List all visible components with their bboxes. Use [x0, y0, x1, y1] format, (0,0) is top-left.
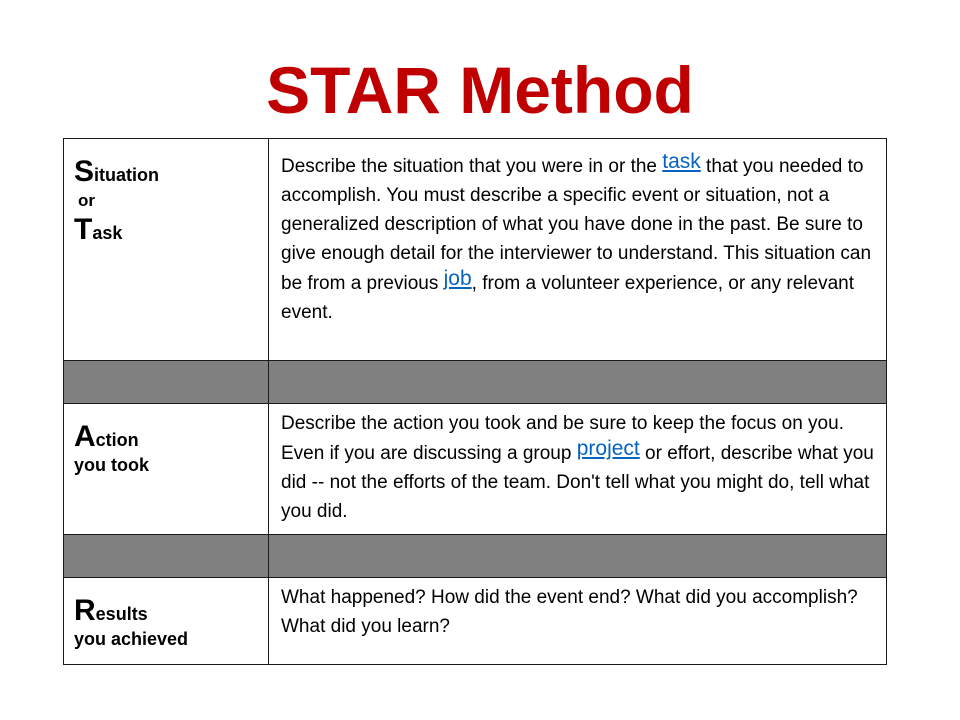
- results-label-cell: [64, 578, 269, 665]
- situation-text-3: , from a volunteer experience, or any relevant event.: [281, 273, 854, 323]
- situation-text-1: Describe the situation that you were in or the: [281, 156, 663, 177]
- table-row-results: [64, 578, 887, 665]
- table-row-action: [64, 404, 887, 535]
- situation-label-cell: [64, 139, 269, 361]
- star-table: [63, 138, 887, 665]
- separator-cell: [64, 361, 269, 404]
- action-text-2: or effort, describe what you did -- not the efforts of the team. Don't tell what you might do, tell what you did.: [281, 443, 874, 522]
- situation-initial: S: [74, 155, 95, 188]
- separator-cell: [269, 535, 887, 578]
- task-label: [74, 215, 258, 245]
- action-description: [269, 404, 887, 535]
- separator-cell: [64, 535, 269, 578]
- action-label: [74, 422, 258, 452]
- situation-label: [74, 157, 258, 187]
- separator-row: [64, 361, 887, 404]
- separator-row: [64, 535, 887, 578]
- task-initial: T: [74, 213, 93, 246]
- situation-label-rest: ituation: [94, 165, 160, 185]
- task-label-rest: ask: [92, 223, 123, 243]
- action-label-rest: ction: [95, 430, 139, 450]
- results-label: [74, 596, 258, 626]
- situation-description: [269, 139, 887, 361]
- results-label-rest: esults: [95, 604, 148, 624]
- page-title: STAR Method: [266, 53, 694, 127]
- results-initial: R: [74, 594, 96, 627]
- results-sublabel: you achieved: [74, 629, 189, 649]
- action-label-cell: [64, 404, 269, 535]
- separator-cell: [269, 361, 887, 404]
- or-label: or: [78, 191, 95, 210]
- task-link[interactable]: task: [662, 150, 701, 173]
- action-initial: A: [74, 420, 96, 453]
- results-description: What happened? How did the event end? What did you accomplish? What did you learn?: [269, 578, 887, 665]
- action-text-1: Describe the action you took and be sure to keep the focus on you. Even if you are discussing a group: [281, 413, 844, 464]
- project-link[interactable]: project: [576, 437, 640, 460]
- situation-text-2: that you needed to accomplish. You must describe a specific event or situation, not a generalized description of what you have done in the past. Be sure to give enough detail for the interviewer to understand. This situation can be from a previous: [281, 156, 872, 294]
- job-link[interactable]: job: [443, 267, 472, 290]
- action-sublabel: you took: [74, 455, 149, 475]
- table-row-situation: [64, 139, 887, 361]
